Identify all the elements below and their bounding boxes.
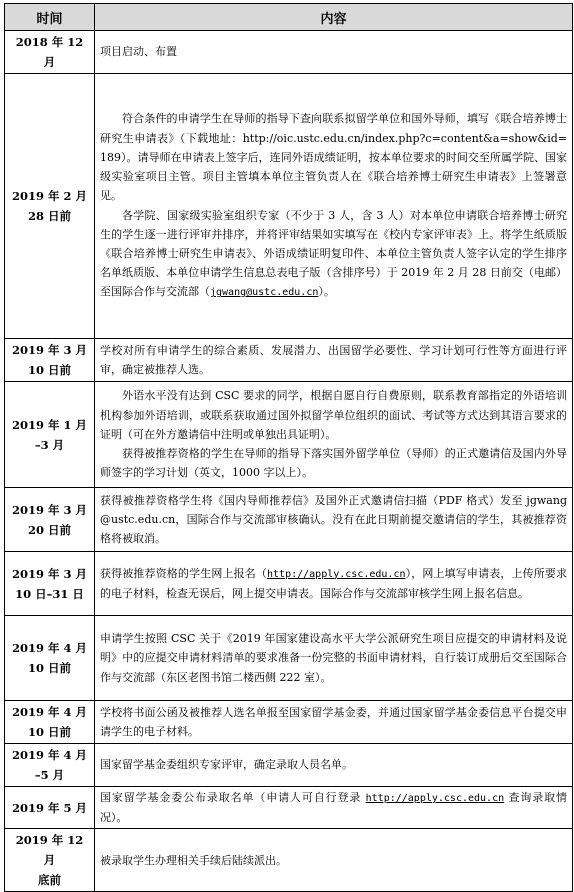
content-paragraph: [100, 109, 567, 205]
content-text: 学校将书面公函及被推荐人选名单报至国家留学基金委，并通过国家留学基金委信息平台提交申请学生的电子材料。: [100, 705, 567, 738]
row-content: [95, 552, 573, 616]
content-paragraph: [100, 788, 567, 827]
row-time: [5, 616, 95, 701]
time-line: 2019 年 3 月: [11, 502, 88, 517]
content-text: 项目启动、布置: [100, 45, 177, 59]
content-paragraph: [100, 444, 567, 482]
schedule-row: [5, 744, 573, 787]
schedule-row: [5, 31, 573, 74]
content-paragraph: [100, 629, 567, 687]
schedule-row: [5, 701, 573, 744]
content-text: 国家留学基金委公布录取名单（申请人可自行登录: [100, 791, 366, 804]
content-paragraph: [100, 703, 567, 741]
time-line: 2019 年 4 月: [11, 641, 88, 655]
content-paragraph: [100, 491, 567, 549]
row-content: [95, 616, 573, 701]
row-time: [5, 74, 95, 339]
content-text: ），网上填写申请表，上传所要求的电子材料，检查无误后，网上提交申请表。国际合作与交流部审核学生网上报名信息。: [100, 566, 568, 600]
time-line: 20 日前: [27, 522, 71, 537]
content-text: ）。: [318, 285, 335, 299]
row-time: [5, 488, 95, 552]
row-content: [95, 787, 573, 829]
content-text: 申请学生按照 CSC 关于《2019 年国家建设高水平大学公派研究生项目应提交的申请材料及说明》中的应提交申请材料清单的要求准备一份完整的书面申请材料，自行装订成册后交至国际合作与交流部（东区老图书馆二楼西侧 222 室）。: [100, 632, 567, 684]
time-line: 2019 年 2 月: [11, 189, 88, 203]
time-line: 10 日前: [27, 363, 71, 377]
schedule-row: [5, 552, 573, 616]
row-time: [5, 701, 95, 744]
content-paragraph: [100, 341, 567, 379]
content-paragraph: [100, 386, 567, 444]
content-text: 各学院、国家级实验室组织专家（不少于 3 人，含 3 人）对本单位申请联合培养博士研究生的学生逐一进行评审并排序，并将评审结果如实填写在《校内专家评审表》上。将学生纸质版《联合培养博士研究生申请表》、外语成绩证明复印件、本单位主管负责人签字认定的学生排序名单纸质版、本单位申请学生信息总表电子版（含排序号）于 2019 年 2 月 28 日前交（电邮）至国际合作与交流部（: [100, 208, 567, 299]
row-time: [5, 787, 95, 829]
time-line: 2019 年 4 月: [11, 705, 88, 719]
schedule-rows: [5, 31, 573, 892]
time-line: 2019 年 3 月: [11, 343, 88, 357]
time-line: –3 月: [34, 437, 65, 452]
content-text: 查询录取情况）。: [100, 791, 567, 825]
time-line: 10 日前: [27, 661, 71, 675]
content-text: 国家留学基金委组织专家评审，确定录取人员名单。: [100, 758, 353, 772]
time-line: 2019 年 4 月: [11, 748, 88, 762]
row-content: [95, 744, 573, 787]
time-line: 2019 年 5 月: [11, 800, 88, 815]
content-paragraph: [100, 42, 567, 61]
row-content: [95, 488, 573, 552]
row-content: [95, 74, 573, 339]
content-column-header: 内容: [95, 4, 573, 31]
time-line: 28 日前: [27, 209, 71, 223]
schedule-row: [5, 829, 573, 892]
schedule-row: [5, 382, 573, 488]
row-content: [95, 339, 573, 382]
content-paragraph: [100, 206, 567, 303]
schedule-table: [4, 3, 573, 892]
time-line: 2019 年 3 月: [11, 566, 88, 581]
row-content: [95, 31, 573, 74]
time-line: 2018 年 12 月: [15, 35, 84, 69]
row-content: [95, 382, 573, 488]
time-line: –5 月: [34, 768, 65, 782]
time-line: 2019 年 12 月: [15, 833, 84, 868]
schedule-row: [5, 488, 573, 552]
row-time: [5, 829, 95, 892]
row-time: [5, 382, 95, 488]
time-line: 10 日前: [27, 725, 71, 739]
schedule-row: [5, 339, 573, 382]
content-paragraph: [100, 564, 567, 603]
time-line: 10 日–31 日: [15, 586, 84, 601]
content-text: 被录取学生办理相关手续后陆续派出。: [100, 853, 287, 867]
content-paragraph: [100, 851, 567, 870]
row-time: [5, 552, 95, 616]
time-line: 底前: [38, 873, 61, 888]
row-content: [95, 829, 573, 892]
row-time: [5, 31, 95, 74]
schedule-row: [5, 74, 573, 339]
schedule-row: [5, 787, 573, 829]
time-column-header: 时间: [5, 4, 95, 31]
content-link[interactable]: http://apply.csc.edu.cn: [267, 568, 406, 580]
content-text: 符合条件的申请学生在导师的指导下查向联系拟留学单位和国外导师，填写《联合培养博士研究生申请表》（下载地址：http://oic.ustc.edu.cn/index.php?c=content&a=show&id=189）。请导师在申请表上签字后，连同外语成绩证明，按本单位要求的时间交至所属学院、国家级实验室项目主管。项目主管填本单位主管负责人在《联合培养博士研究生申请表》上签署意见。: [100, 112, 567, 203]
row-content: [95, 701, 573, 744]
time-line: 2019 年 1 月: [11, 417, 88, 432]
content-text: 学校对所有申请学生的综合素质、发展潜力、出国留学必要性、学习计划可行性等方面进行评审，确定被推荐人选。: [100, 343, 567, 376]
content-paragraph: [100, 755, 567, 774]
content-text: 外语水平没有达到 CSC 要求的同学，根据自愿自行自费原则，联系教育部指定的外语培训机构参加外语培训，或联系获取通过国外拟留学单位组织的面试、考试等方式达到其语言要求的证明（可在外方邀请信中注明或单独出具证明）。: [100, 389, 567, 441]
content-link[interactable]: jgwang@ustc.edu.cn: [210, 287, 319, 299]
row-time: [5, 339, 95, 382]
content-text: 获得被推荐资格学生将《国内导师推荐信》及国外正式邀请信扫描（PDF 格式）发至 jgwang@ustc.edu.cn，国际合作与交流部审核确认。没有在此日期前提交邀请信的学生，其被推荐资格将被取消。: [100, 493, 567, 546]
content-link[interactable]: http://apply.csc.edu.cn: [365, 793, 505, 804]
schedule-row: [5, 616, 573, 701]
row-time: [5, 744, 95, 787]
header-row: [5, 4, 573, 31]
content-text: 获得被推荐资格的学生在导师的指导下落实国外留学单位（导师）的正式邀请信及国内外导师签字的学习计划（英文，1000 字以上）。: [100, 447, 567, 480]
content-text: 获得被推荐资格的学生网上报名（: [100, 566, 268, 580]
